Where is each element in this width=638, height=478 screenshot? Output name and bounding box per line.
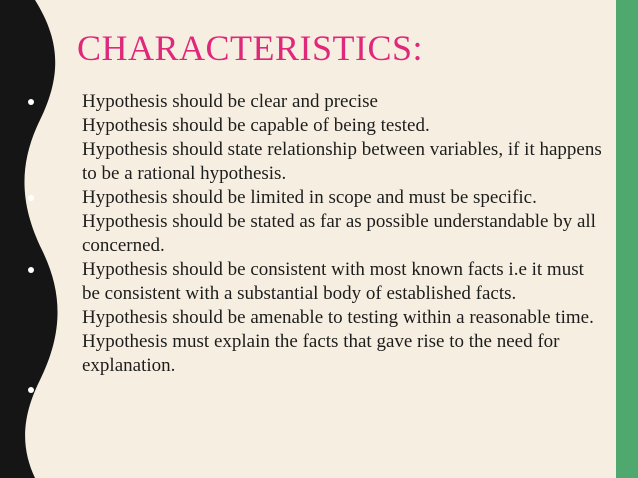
bullet-dot-4 [28, 387, 34, 393]
right-accent-bar [616, 0, 638, 478]
slide-title: CHARACTERISTICS: [77, 28, 424, 68]
list-item: Hypothesis should be capable of being tested. [82, 115, 430, 136]
list-item: Hypothesis should be consistent with most known facts i.e it must be consistent with a substantial body of established facts. [82, 259, 584, 304]
list-item: Hypothesis must explain the facts that gave rise to the need for explanation. [82, 331, 560, 376]
list-item: Hypothesis should be amenable to testing within a reasonable time. [82, 307, 594, 328]
list-item: Hypothesis should be limited in scope and must be specific. [82, 187, 537, 208]
bullet-dot-2 [28, 195, 34, 201]
list-item: Hypothesis should be clear and precise [82, 91, 378, 112]
left-wavy-border [0, 0, 80, 478]
bullet-list [82, 90, 602, 378]
bullet-dot-1 [28, 99, 34, 105]
list-item: Hypothesis should state relationship between variables, if it happens to be a rational hypothesis. [82, 139, 602, 184]
left-wavy-border-shape [0, 0, 58, 478]
list-item: Hypothesis should be stated as far as possible understandable by all concerned. [82, 211, 596, 256]
bullet-dot-3 [28, 267, 34, 273]
